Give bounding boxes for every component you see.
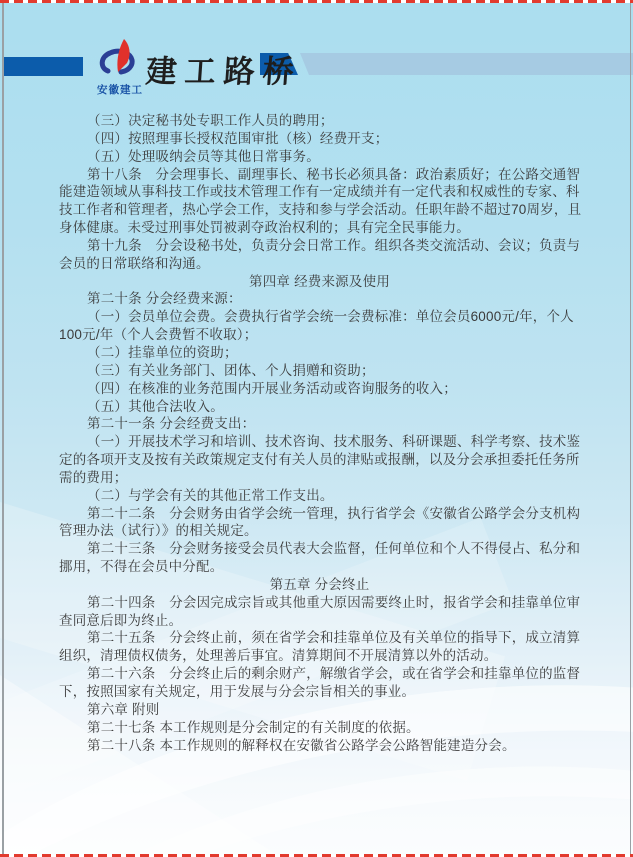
header-band bbox=[300, 53, 633, 75]
cut-mark-top bbox=[0, 0, 633, 3]
doc-line: 会员的日常联络和沟通。 bbox=[59, 255, 210, 271]
doc-line: （一）会员单位会费。会费执行省学会统一会费标准：单位会员6000元/年，个人 bbox=[87, 309, 574, 325]
doc-line: 挪用，不得在会员中分配。 bbox=[59, 559, 224, 575]
doc-line: 第二十八条 本工作规则的解释权在安徽省公路学会公路智能建造分会。 bbox=[87, 737, 516, 753]
doc-line: 管理办法（试行）》的相关规定。 bbox=[59, 523, 258, 539]
doc-line: （一）开展技术学习和培训、技术咨询、技术服务、科研课题、科学考察、技术鉴 bbox=[87, 434, 581, 450]
doc-line: 第二十三条 分会财务接受会员代表大会监督，任何单位和个人不得侵占、私分和 bbox=[87, 541, 581, 557]
doc-line: 查同意后即为终止。 bbox=[59, 612, 183, 628]
doc-line: 定的各项开支及按有关政策规定支付有关人员的津贴或报酬，以及分会承担委托任务所 bbox=[59, 452, 580, 468]
doc-line: 第十八条 分会理事长、副理事长、秘书长必须具备：政治素质好；在公路交通智 bbox=[87, 166, 581, 182]
document-body bbox=[59, 112, 580, 754]
doc-line: 第六章 附则 bbox=[87, 701, 160, 717]
doc-line: 第四章 经费来源及使用 bbox=[249, 273, 390, 289]
doc-line: 第十九条 分会设秘书处，负责分会日常工作。组织各类交流活动、会议；负责与 bbox=[87, 237, 581, 253]
page-edge-right bbox=[630, 0, 632, 857]
doc-line: 组织，清理债权债务，处理善后事宜。清算期间不开展清算以外的活动。 bbox=[59, 648, 498, 664]
doc-line: （三）决定秘书处专职工作人员的聘用； bbox=[87, 113, 334, 128]
doc-line: （二）挂靠单位的资助； bbox=[87, 344, 238, 360]
brand-title: 建工路桥 bbox=[144, 54, 304, 90]
doc-line: 第二十四条 分会因完成宗旨或其他重大原因需要终止时，报省学会和挂靠单位审 bbox=[87, 594, 581, 610]
page-edge-left bbox=[2, 0, 4, 857]
doc-line: （三）有关业务部门、团体、个人捐赠和资助； bbox=[87, 362, 375, 378]
doc-line: 第五章 分会终止 bbox=[269, 576, 370, 592]
anhui-construction-logo bbox=[92, 38, 148, 100]
doc-line: 第二十条 分会经费来源： bbox=[87, 291, 242, 307]
doc-line: （五）其他合法收入。 bbox=[87, 398, 224, 414]
doc-line: 需的费用； bbox=[59, 469, 128, 485]
doc-line: 第二十五条 分会终止前，须在省学会和挂靠单位及有关单位的指导下，成立清算 bbox=[87, 630, 581, 646]
doc-line: 下，按照国家有关规定，用于发展与分会宗旨相关的事业。 bbox=[59, 684, 416, 699]
doc-line: 技工作者和管理者，热心学会工作，支持和参与学会活动。任职年龄不超过70周岁，且 bbox=[59, 202, 582, 218]
header-left-bar bbox=[3, 57, 83, 76]
doc-line: （五）处理吸纳会员等其他日常事务。 bbox=[87, 148, 320, 164]
doc-line: 100元/年（个人会费暂不收取）； bbox=[59, 327, 258, 343]
doc-line: 身体健康。未受过刑事处罚被剥夺政治权利的；具有完全民事能力。 bbox=[59, 220, 470, 236]
logo-label: 安徽建工 bbox=[97, 84, 143, 96]
doc-line: 第二十二条 分会财务由省学会统一管理，执行省学会《安徽省公路学会分支机构 bbox=[87, 505, 581, 521]
doc-line: 能建造领域从事科技工作或技术管理工作有一定成绩并有一定代表和权威性的专家、科 bbox=[59, 184, 580, 200]
doc-line: 第二十一条 分会经费支出： bbox=[87, 416, 256, 432]
doc-line: （四）在核准的业务范围内开展业务活动或咨询服务的收入； bbox=[87, 380, 457, 396]
doc-line: 第二十七条 本工作规则是分会制定的有关制度的依据。 bbox=[87, 719, 420, 735]
doc-line: 第二十六条 分会终止后的剩余财产，解缴省学会，或在省学会和挂靠单位的监督 bbox=[87, 666, 581, 682]
logo-sail-icon bbox=[99, 38, 141, 84]
doc-line: （二）与学会有关的其他正常工作支出。 bbox=[87, 487, 334, 503]
doc-line: （四）按照理事长授权范围审批（核）经费开支； bbox=[87, 130, 389, 146]
